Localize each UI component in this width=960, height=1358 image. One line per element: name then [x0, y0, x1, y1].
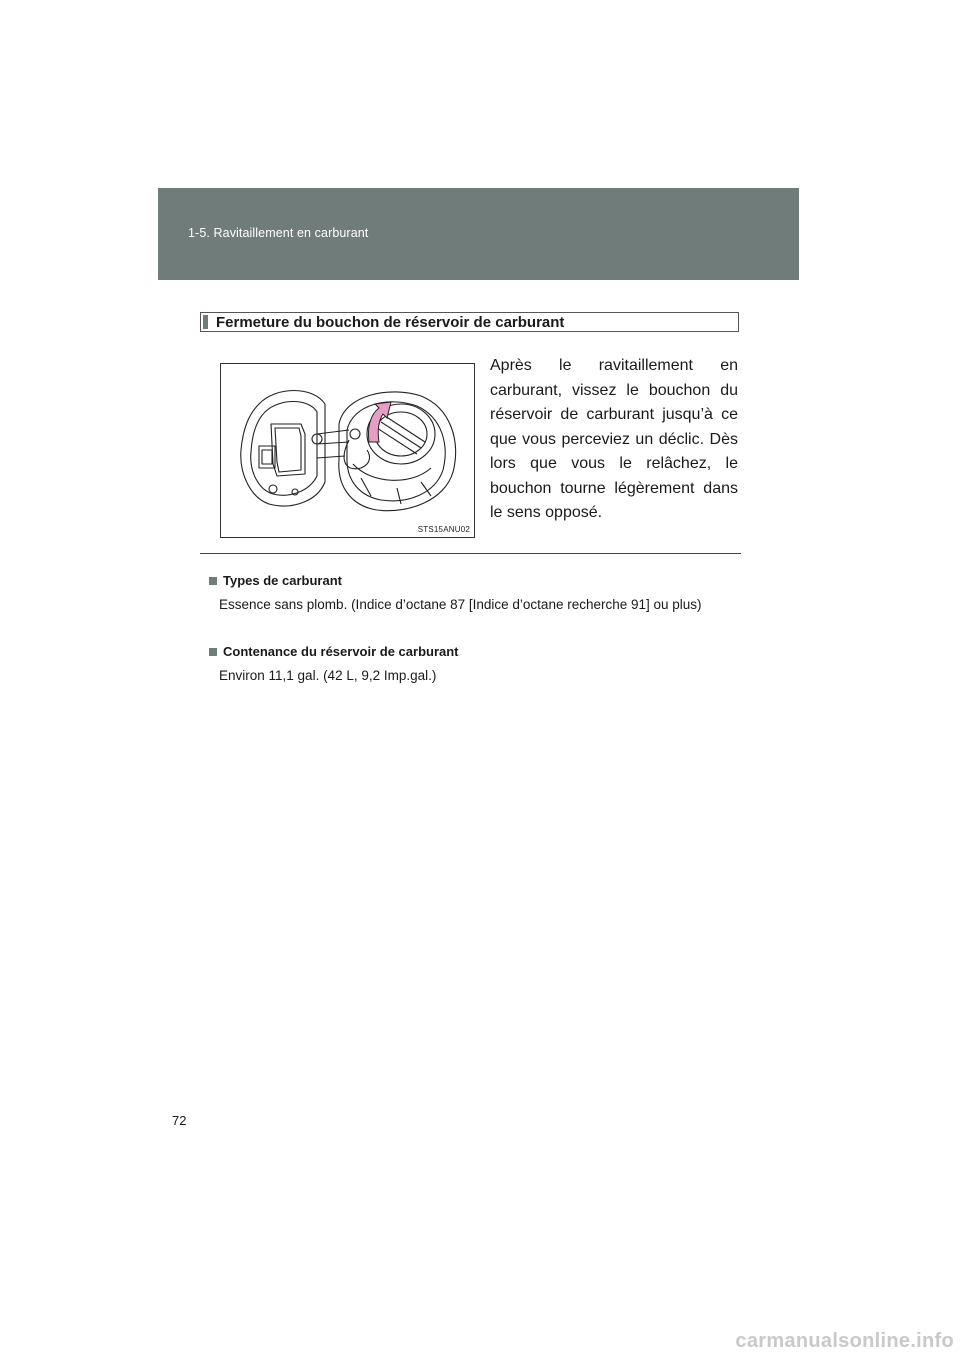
- fuel-cap-illustration: [220, 363, 475, 538]
- note-title-text: Types de carburant: [223, 573, 342, 588]
- note-body: Environ 11,1 gal. (42 L, 9,2 Imp.gal.): [219, 668, 437, 683]
- note-title: [209, 573, 739, 588]
- note-body: Essence sans plomb. (Indice d’octane 87 [Indice d’octane recherche 91] ou plus): [219, 597, 702, 612]
- instruction-text: Après le ravitaillement en carburant, vissez le bouchon du réservoir de carburant jusqu’à ce que vous perceviez un déclic. Dès lors que vous le relâchez, le bouchon tourne légèrement dans le sens opposé.: [490, 357, 738, 521]
- note-fuel-types: [209, 573, 739, 615]
- divider: [200, 553, 741, 554]
- note-title-text: Contenance du réservoir de carburant: [223, 644, 459, 659]
- section-label: 1-5. Ravitaillement en carburant: [188, 226, 369, 240]
- note-tank-capacity: [209, 644, 739, 686]
- note-title: [209, 644, 739, 659]
- square-bullet-icon: [209, 648, 217, 656]
- section-heading: [200, 312, 739, 332]
- heading-text: Fermeture du bouchon de réservoir de carburant: [216, 314, 565, 331]
- rotation-arrow-icon: [368, 402, 391, 442]
- page-number: 72: [172, 1113, 187, 1128]
- figure-code: STS15ANU02: [417, 525, 470, 534]
- heading-marker: [203, 315, 208, 329]
- fuel-door-drawing: [221, 364, 474, 537]
- square-bullet-icon: [209, 577, 217, 585]
- watermark: carmanualsonline.info: [735, 1330, 954, 1352]
